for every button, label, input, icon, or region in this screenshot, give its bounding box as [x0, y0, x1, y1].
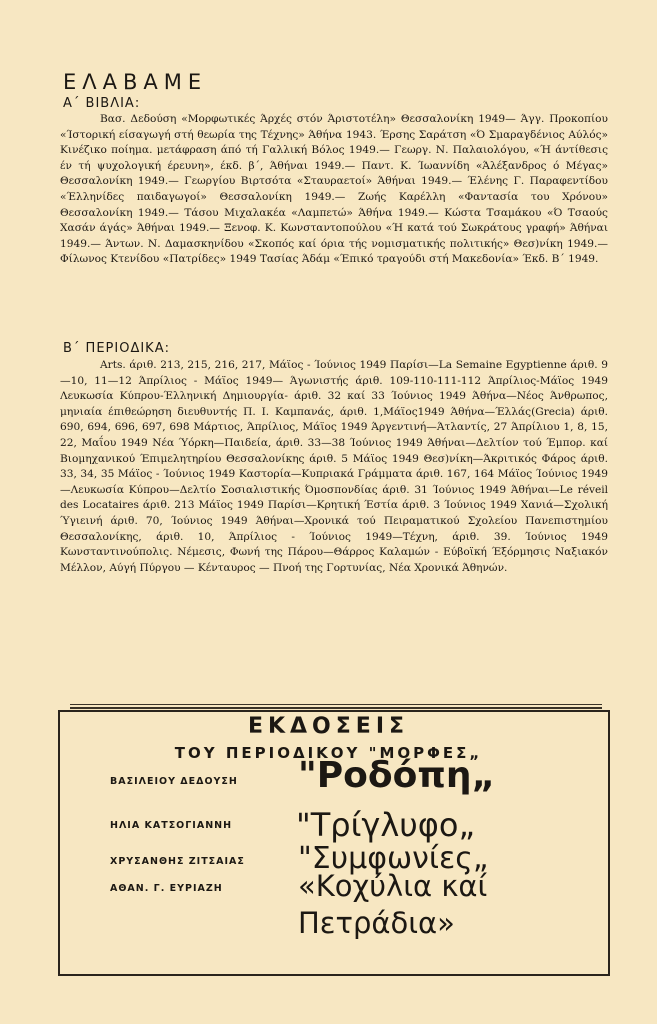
publications-title: ΕΚΔΟΣΕΙΣ — [247, 714, 410, 739]
periodicals-list-paragraph: Arts. άριθ. 213, 215, 216, 217, Μάϊος - Ίούνιος 1949 Παρίσι—La Semaine Egyptienne άριθ. 9—10, 11—12 Άπρίλιος - Μάϊος 1949— Άγωνιστής άριθ. 109-110-111-112 Άπρίλιος-Μάϊος 1949 Λευκωσία Κύπρου-Έλληνική Δημιουργία- άριθ. 32 καί 33 Ίούνιος 1949 Άθήνα—Νέος Άνθρωπος, μηνιαία έπιθεώρηση διευθυντής Π. Ι. Καμπανάς, άριθ. 1,Μάϊος1949 Άθήνα—Έλλάς(Grecia) άριθ. 690, 694, 696, 697, 698 Μάρτιος, Άπρίλιος, Μάϊος 1949 Άργεντινή—Άτλαντίς, 27 Άπρίλιου 1, 8, 15, 22, Μαΐου 1949 Νέα Ύόρκη—Παιδεία, άριθ. 33—38 Ίούνιος 1949 Άθήναι—Δελτίον τού Έμπορ. καί Βιομηχανικού Έπιμελητηρίου Θεσσαλονίκης άριθ. 5 Μάϊος 1949 Θεσ)νίκη—Άκριτικός Φάρος άριθ. 33, 34, 35 Μάϊος - Ίούνιος 1949 Καστορία—Κυπριακά Γράμματα άριθ. 167, 164 Μάϊος Ίούνιος 1949—Λευκωσία Κύπρου—Δελτίο Σοσιαλιστικής Όμοσπονδίας άριθ. 31 Ίούνιος 1949 Άθήναι—Le réveil des Locataires άριθ. 213 Μάϊος 1949 Παρίσι—Κρητική Έστία άριθ. 3 Ίούνιος 1949 Χανιά—Σχολική Ύγιεινή άριθ. 70, Ίούνιος 1949 Άθήναι—Χρονικά τού Πειραματικού Σχολείου Πανεπιστημίου Θεσσαλονίκης, άριθ. 10, Άπρίλιος - Ίούνιος 1949—Τέχνη, άριθ. 39. Ίούνιος 1949 Κωνσταντινούπολις. Νέμεσις, Φωνή της Πάρου—Θάρρος Καλαμών - Εύβοϊκή Έξόρμησις Ναξιακόν Μέλλον, Αύγή Πύργου — Κένταυρος — Πνοή της Γορτυνίας, Νέα Χρονικά Άθηνών. — [60, 359, 608, 574]
books-list-paragraph: Βασ. Δεδούση «Μορφωτικές Άρχές στόν Άριστοτέλη» Θεσσαλονίκη 1949— Άγγ. Προκοπίου «Ίστορική είσαγωγή στή θεωρία της Τέχνης» Άθήνα 1943. Έρσης Σαράτση «Ό Σμαραγδένιος Αύλός» Κινέζικο ποίημα. μετάφραση άπό τή Γαλλική Βόλος 1949.— Γεωργ. Ν. Παλαιολόγου, «Ή άντίθεσις έν τή ψυχολογική έρευνη», έκδ. β΄, Άθήναι 1949.— Παντ. Κ. Ίωαννίδη «Άλέξανδρος ό Μέγας» Θεσσαλονίκη 1949.— Γεωργίου Βιρτσότα «Σταυραετοί» Άθήναι 1949.— Έλένης Γ. Παραφεντίδου «Έλληνίδες παιδαγωγοί» Θεσσαλονίκη 1949.— Ζωής Καρέλλη «Φαντασία του Χρόνου» Θεσσαλονίκη 1949.— Τάσου Μιχαλακέα «Λαμπετώ» Άθήνα 1949.— Κώστα Τσαμάκου «Ό Τσαούς Χασάν άγάς» Άθήναι 1949.— Ξενοφ. Κ. Κωνσταντοπούλου «Ή κατά τού Σωκράτους γραφή» Άθήναι 1949.— Άντων. Ν. Δαμασκηνίδου «Σκοπός καί όρια τής νομισματικής πολιτικής» Θεσ)νίκη 1949.— Φίλωνος Κτενίδου «Πατρίδες» 1949 Τασίας Άδάμ «Έπικό τραγούδι στή Μακεδονία» Έκδ. Β΄ 1949. — [60, 113, 608, 266]
publication-author: ΗΛΙΑ ΚΑΤΣΟΓΙΑΝΝΗ — [110, 820, 233, 831]
publications-subtitle: ΤΟΥ ΠΕΡΙΟΔΙΚΟΥ "ΜΟΡΦΕΣ„ — [174, 744, 483, 762]
publication-author: ΑΘΑΝ. Γ. ΕΥΡΙΑΖΗ — [110, 883, 223, 894]
periodicals-section-label: Β΄ ΠΕΡΙΟΔΙΚΑ: — [63, 341, 170, 356]
page-heading: ΕΛΑΒΑΜΕ — [63, 70, 208, 94]
books-section-label: Α΄ ΒΙΒΛΙΑ: — [63, 96, 141, 111]
publication-author: ΒΑΣΙΛΕΙΟΥ ΔΕΔΟΥΣΗ — [110, 776, 238, 787]
publication-author: ΧΡΥΣΑΝΘΗΣ ΖΙΤΣΑΙΑΣ — [110, 856, 245, 867]
publication-work: "Ροδόπη„ — [298, 755, 496, 796]
publication-work: "Τρίγλυφο„ — [296, 806, 476, 844]
publication-work: "Συμφωνίες„ — [298, 841, 489, 876]
divider-line-thick — [70, 707, 602, 709]
divider-line — [70, 704, 602, 705]
publication-work: «Κοχύλια καί Πετράδια» — [298, 869, 488, 940]
